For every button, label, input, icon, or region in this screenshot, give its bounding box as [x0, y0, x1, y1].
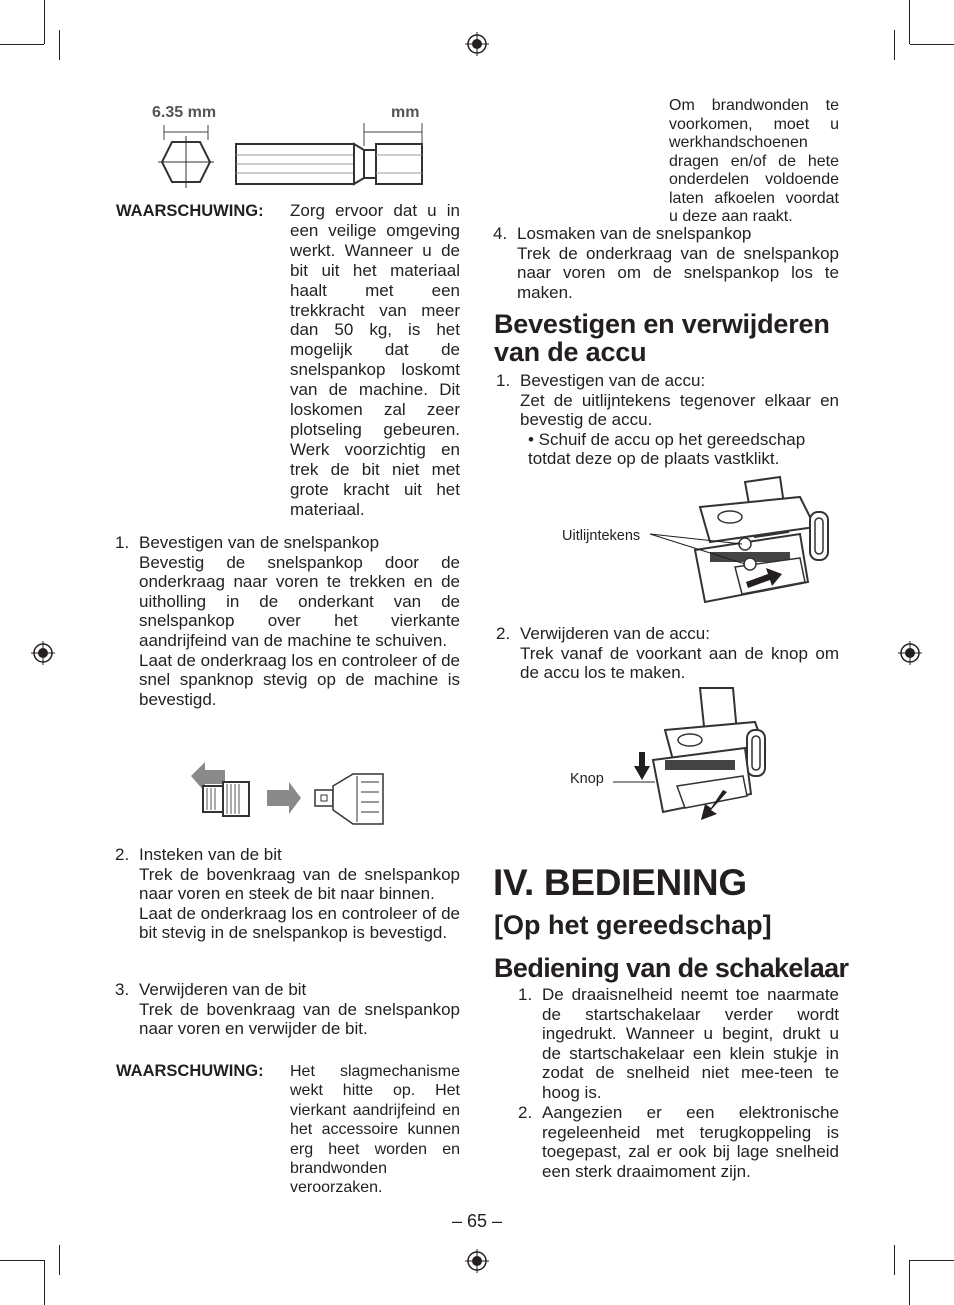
registration-mark-icon: [31, 641, 55, 665]
list-item-battery-2: [496, 624, 839, 683]
step-text-2: Laat de onderkraag los en controleer of de snel spanknop stevig op de machine is bevestigd.: [139, 650, 460, 709]
bit-diagram-label-right: mm: [391, 104, 420, 121]
step-title: Bevestigen van de snelspankop: [139, 533, 380, 552]
warning-label: WAARSCHUWING:: [116, 202, 264, 220]
list-item-step-1: [115, 533, 460, 709]
step-title: Verwijderen van de accu:: [520, 624, 710, 643]
registration-mark-icon: [898, 641, 922, 665]
list-item-switch-2: [518, 1103, 839, 1181]
battery-attach-illustration: [650, 472, 835, 612]
step-title: Losmaken van de snelspankop: [517, 224, 752, 243]
list-item-battery-1: [496, 371, 839, 469]
crop-mark: [909, 1260, 910, 1305]
warning-text: Zorg ervoor dat u in een veilige omgeving werkt. Wanneer u de bit uit het materiaal haalt met een trekkracht van meer dan 50 kg, is het mogelijk dat de snelspankop loskomt van de machine. Dit loskomen zal zeer plotseling gebeuren. Werk voorzichtig en trek de bit niet met grote kracht uit het materiaal.: [290, 201, 460, 519]
subsection-title: [Op het gereedschap]: [494, 910, 772, 940]
section-heading-battery: Bevestigen en verwijderen van de accu: [494, 309, 830, 367]
crop-mark: [909, 0, 910, 44]
crop-mark: [910, 44, 954, 45]
crop-mark: [894, 30, 895, 60]
continued-warning-text: Om brandwonden te voorkomen, moet u werkhandschoenen dragen en/of de hete onderdelen voldoende laten afkoelen voordat u deze aan raakt.: [669, 97, 839, 225]
crop-mark: [910, 1260, 954, 1261]
step-text: Trek vanaf de voorkant aan de knop om de accu los te maken.: [520, 643, 839, 683]
bit-diagram-label-left: 6.35 mm: [152, 104, 217, 121]
crop-mark: [59, 1245, 60, 1275]
step-number: 1.: [518, 985, 533, 1004]
list-item-switch-1: [518, 985, 839, 1103]
step-number: 1.: [496, 371, 511, 390]
step-text: Zet de uitlijntekens tegenover elkaar en bevestig de accu.: [520, 390, 839, 430]
step-text: Bevestig de snelspankop door de onderkraag naar voren te trekken en de uitholling in de onderkant van de snelspankop over het vierkante aandrijfeind van de machine te schuiven.: [139, 552, 460, 650]
step-text: Trek de bovenkraag van de snelspankop naar voren en steek de bit naar binnen.: [139, 864, 460, 904]
chapter-title: IV. BEDIENING: [493, 862, 747, 903]
registration-mark-icon: [465, 32, 489, 56]
list-item-step-4: [493, 224, 839, 302]
step-title: Bevestigen van de accu:: [520, 371, 706, 390]
warning-label: WAARSCHUWING:: [116, 1062, 264, 1080]
step-text-2: Laat de onderkraag los en controleer of de bit stevig in de snelspankop is bevestigd.: [139, 903, 460, 943]
figure-label-button: Knop: [570, 771, 604, 787]
list-item-step-3: [115, 980, 460, 1039]
crop-mark: [0, 44, 44, 45]
crop-mark: [0, 1260, 44, 1261]
step-number: 4.: [493, 224, 508, 243]
page-number: – 65 –: [451, 1211, 503, 1231]
chuck-illustration: [185, 758, 390, 830]
figure-label-alignment-marks: Uitlijntekens: [562, 528, 641, 544]
bit-diagram: [150, 120, 440, 195]
battery-remove-illustration: [605, 688, 775, 820]
step-text: Trek de bovenkraag van de snelspankop naar voren en verwijder de bit.: [139, 999, 460, 1039]
step-number: 2.: [115, 845, 130, 864]
section-heading-switch: Bediening van de schakelaar: [494, 953, 849, 983]
step-title: Insteken van de bit: [139, 845, 282, 864]
warning-text: Het slagmechanisme wekt hitte op. Het vierkant aandrijfeind en het accessoire kunnen erg heet worden en brandwonden veroorzaken.: [290, 1063, 460, 1197]
crop-mark: [44, 0, 45, 44]
step-number: 1.: [115, 533, 130, 552]
crop-mark: [59, 30, 60, 60]
step-number: 3.: [115, 980, 130, 999]
registration-mark-icon: [465, 1249, 489, 1273]
step-text: Trek de onderkraag van de snelspankop naar voren om de snelspankop los te maken.: [517, 243, 839, 302]
step-text: Aangezien er een elektronische regeleenheid met terugkoppeling is toegepast, zal er ook bij lage snelheid een sterk draaimoment zijn.: [542, 1103, 839, 1181]
step-text: De draaisnelheid neemt toe naarmate de startschakelaar verder wordt ingedrukt. Wanneer u begint, drukt u de startschakelaar een klein stukje in zodat de snelheid niet mee-teen te hoog is.: [542, 985, 839, 1102]
crop-mark: [894, 1245, 895, 1275]
crop-mark: [44, 1260, 45, 1305]
step-number: 2.: [518, 1103, 533, 1122]
step-bullet: • Schuif de accu op het gereedschap totdat deze op de plaats vastklikt.: [528, 429, 806, 469]
list-item-step-2: [115, 845, 460, 943]
step-number: 2.: [496, 624, 511, 643]
step-title: Verwijderen van de bit: [139, 980, 307, 999]
